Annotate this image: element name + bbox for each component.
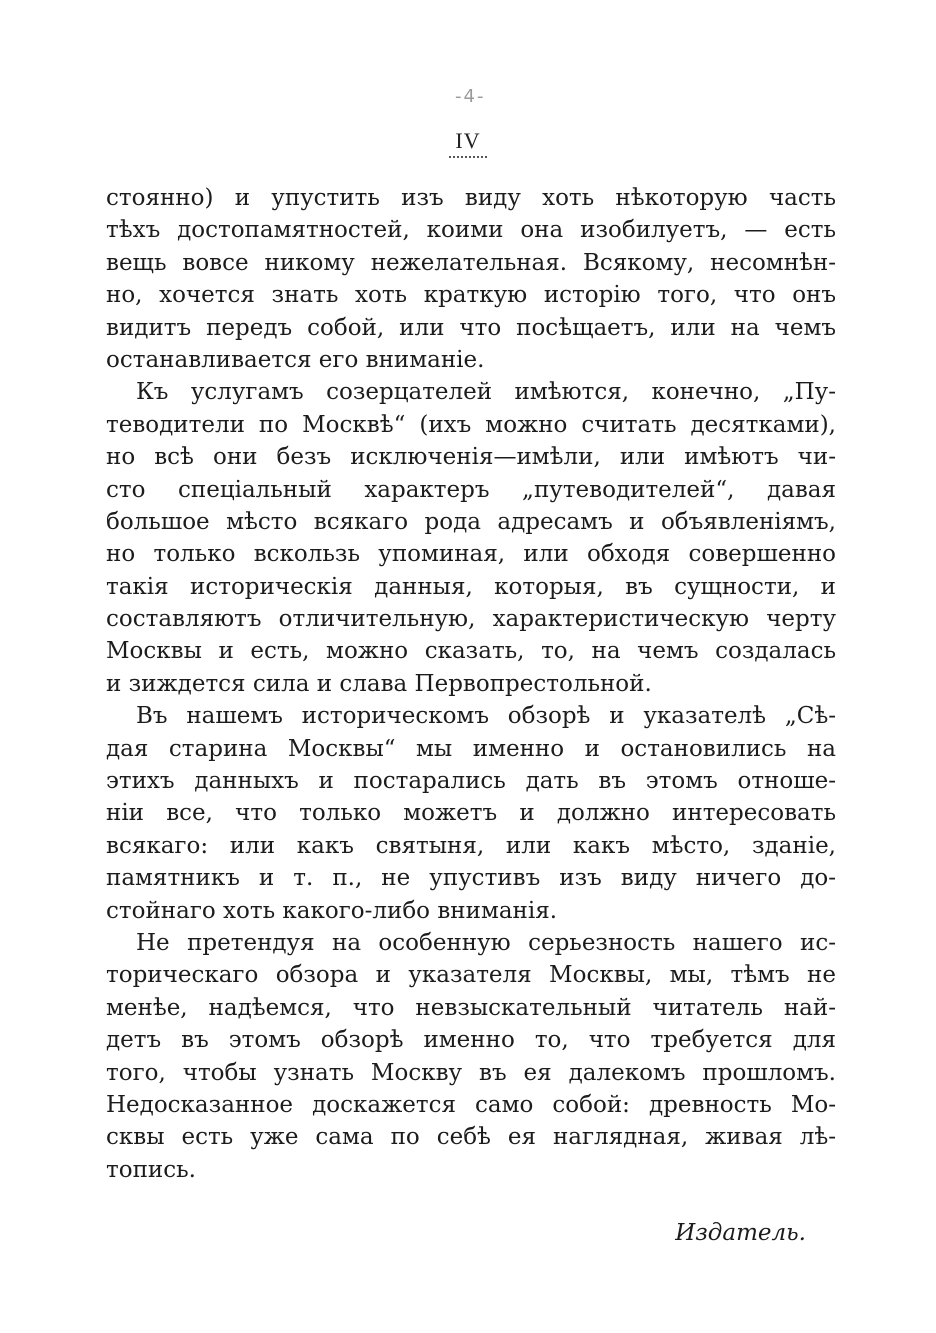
text-line: Недосказанное доскажется само собой: древность Мо- [106, 1091, 836, 1118]
text-line: сто спеціальный характеръ „путеводителей“, давая [106, 476, 836, 503]
text-line: дая старина Москвы“ мы именно и остановились на [106, 735, 836, 762]
text-line: топись. [106, 1156, 196, 1183]
text-line: такія историческія данныя, которыя, въ сущности, и [106, 573, 836, 600]
text-line: всякаго: или какъ святыня, или какъ мѣсто, зданіе, [106, 832, 836, 859]
text-line: видитъ передъ собой, или что посѣщаетъ, или на чемъ [106, 314, 836, 341]
body-text [106, 182, 836, 1186]
text-line: стоянно) и упустить изъ виду хоть нѣкоторую часть [106, 185, 836, 211]
text-line: теводители по Москвѣ“ (ихъ можно считать десятками), [106, 411, 836, 438]
text-line: этихъ данныхъ и постарались дать въ этомъ отноше- [106, 768, 836, 795]
text-line: Москвы и есть, можно сказать, то, на чемъ создалась [106, 638, 836, 665]
handwritten-page-mark: -4- [455, 86, 486, 107]
text-line: памятникъ и т. п., не упустивъ изъ виду ничего до- [106, 865, 836, 892]
text-line: ніи все, что только можетъ и должно интересовать [106, 800, 836, 827]
text-line: Къ услугамъ созерцателей имѣются, конечно, „Пу- [136, 379, 836, 406]
text-line: Не претендуя на особенную серьезность нашего ис- [136, 929, 836, 956]
text-line: тѣхъ достопамятностей, коими она изобилуетъ, — есть [106, 217, 836, 244]
text-line: сквы есть уже сама по себѣ ея наглядная, живая лѣ- [106, 1124, 836, 1151]
text-line: менѣе, надѣемся, что невзыскательный читатель най- [106, 994, 836, 1021]
text-line: но, хочется знать хоть краткую исторію того, что онъ [106, 282, 836, 309]
text-line: останавливается его вниманіе. [106, 346, 485, 373]
text-line: Въ нашемъ историческомъ обзорѣ и указателѣ „Сѣ- [136, 703, 836, 730]
text-line: торическаго обзора и указателя Москвы, мы, тѣмъ не [106, 962, 836, 989]
text-line: но только вскользь упоминая, или обходя совершенно [106, 541, 836, 568]
text-line: но всѣ они безъ исключенія—имѣли, или имѣютъ чи- [106, 444, 836, 471]
publisher-signature: Издатель. [675, 1220, 806, 1246]
page-number: IV [0, 128, 936, 158]
text-line: составляютъ отличительную, характеристическую черту [106, 606, 836, 633]
text-line: большое мѣсто всякаго рода адресамъ и объявленіямъ, [106, 508, 836, 535]
text-line: детъ въ этомъ обзорѣ именно то, что требуется для [106, 1027, 836, 1054]
text-line: вещь вовсе никому нежелательная. Всякому, несомнѣн- [106, 249, 836, 276]
text-line: того, чтобы узнать Москву въ ея далекомъ прошломъ. [106, 1059, 836, 1086]
text-line: и зиждется сила и слава Первопрестольной. [106, 670, 652, 697]
text-line: стойнаго хоть какого-либо вниманія. [106, 897, 558, 924]
